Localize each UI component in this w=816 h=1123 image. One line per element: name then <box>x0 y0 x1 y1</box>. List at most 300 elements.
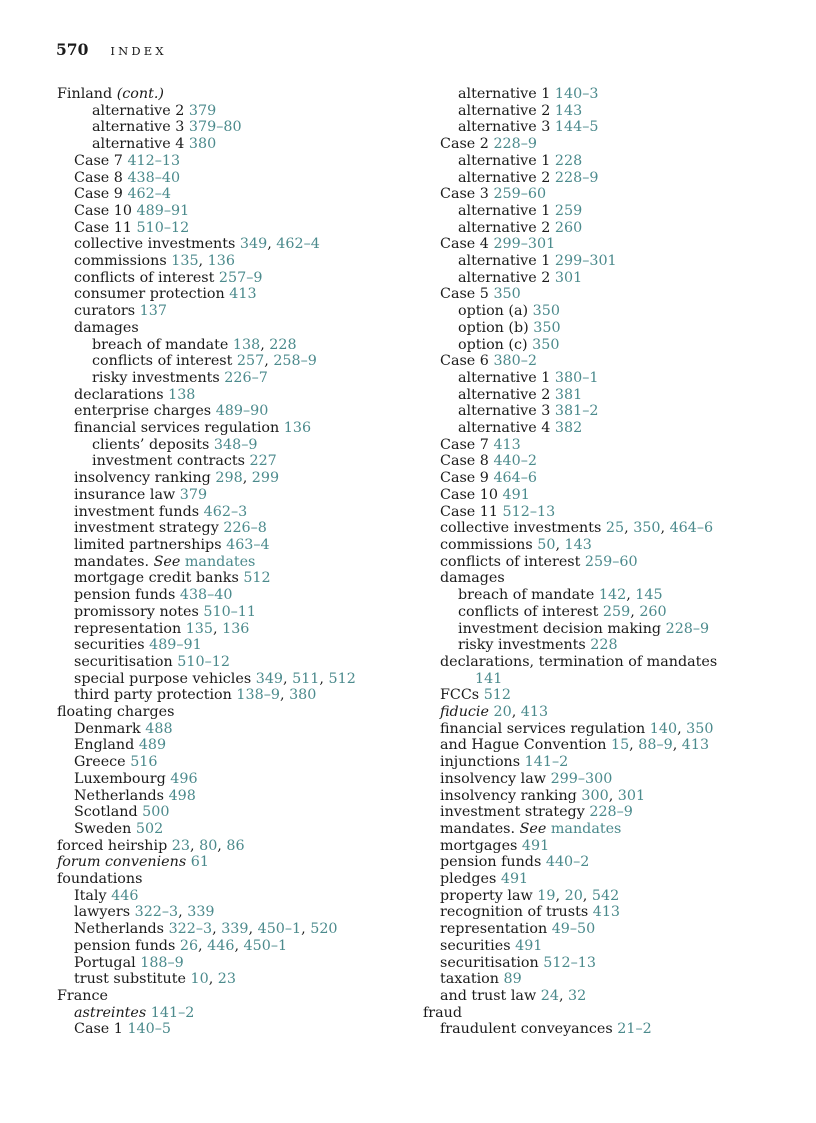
page-locator[interactable]: 510–12 <box>136 219 190 236</box>
page-locator[interactable]: 489–91 <box>136 202 190 219</box>
page-locator[interactable]: 350 <box>633 520 661 537</box>
page-locator[interactable]: 138–9 <box>236 687 280 704</box>
index-term: Case 11 <box>74 219 132 236</box>
page-locator[interactable]: 23 <box>171 837 190 854</box>
page-locator[interactable]: 23 <box>217 971 236 988</box>
page-locator[interactable]: 380 <box>188 136 217 153</box>
index-entry <box>423 270 783 287</box>
page-locator[interactable]: 145 <box>635 587 663 604</box>
page-locator[interactable]: 381 <box>554 386 583 403</box>
page-locator[interactable]: 227 <box>249 453 277 470</box>
index-entry <box>57 871 417 888</box>
page-locator[interactable]: 140 <box>649 720 678 737</box>
index-term: Case 4 <box>440 236 489 253</box>
page-locator[interactable]: 339 <box>221 921 249 938</box>
index-term: commissions <box>74 253 167 270</box>
page-locator[interactable]: 89 <box>503 971 522 988</box>
index-entry <box>57 737 417 754</box>
page-locator[interactable]: 446 <box>111 887 139 904</box>
page-locator[interactable]: 350 <box>686 720 714 737</box>
page-locator[interactable]: 88–9 <box>638 737 673 754</box>
index-term: clients’ deposits <box>92 436 210 453</box>
index-term: pension funds <box>74 937 176 954</box>
cross-reference-link[interactable]: mandates <box>184 553 256 570</box>
page-locator[interactable]: 379 <box>179 486 208 503</box>
index-entry: property law 19, 20, 542 <box>440 887 620 904</box>
index-term: alternative 3 <box>458 403 551 420</box>
index-term: collective investments <box>440 520 602 537</box>
page-locator[interactable]: 413 <box>592 904 621 921</box>
index-term: alternative 1 <box>458 202 551 219</box>
index-term: Case 2 <box>440 136 489 153</box>
index-term: fraud <box>423 1004 463 1021</box>
page-locator[interactable]: 136 <box>222 620 250 637</box>
index-entry <box>57 520 417 537</box>
index-entry: and trust law 24, 32 <box>440 987 587 1004</box>
page-header <box>56 40 167 60</box>
index-entry: conflicts of interest 257, 258–9 <box>92 353 317 370</box>
index-entry <box>57 554 417 571</box>
page-locator[interactable]: 498 <box>168 787 196 804</box>
page-locator[interactable]: 438–40 <box>127 169 181 186</box>
index-entry <box>423 119 783 136</box>
page-locator[interactable]: 440–2 <box>493 453 537 470</box>
index-term: alternative 1 <box>458 253 551 270</box>
index-term: declarations, termination of mandates <box>440 653 718 670</box>
page-locator[interactable]: 380–2 <box>493 353 537 370</box>
page-locator[interactable]: 228–9 <box>493 136 537 153</box>
page-locator[interactable]: 489 <box>138 737 167 754</box>
page-locator[interactable]: 496 <box>170 770 198 787</box>
index-entry <box>57 387 417 404</box>
page-locator[interactable]: 380 <box>289 687 317 704</box>
index-entry: special purpose vehicles 349, 511, 512 <box>74 670 356 687</box>
index-term: securitisation <box>74 653 173 670</box>
page-locator[interactable]: 512 <box>243 570 271 587</box>
index-term: forum conveniens <box>57 854 187 871</box>
index-term: Case 8 <box>440 453 489 470</box>
page-locator[interactable]: 379 <box>188 102 217 119</box>
page-locator[interactable]: 488 <box>145 720 173 737</box>
index-entry <box>57 170 417 187</box>
index-term: limited partnerships <box>74 536 222 553</box>
index-term: alternative 2 <box>458 269 551 286</box>
index-term: investment strategy <box>74 520 219 537</box>
index-term: Case 9 <box>74 186 123 203</box>
index-entry: pension funds 26, 446, 450–1 <box>74 937 288 954</box>
index-term: special purpose vehicles <box>74 670 252 687</box>
index-entry <box>423 804 783 821</box>
index-entry <box>423 654 783 671</box>
index-entry: representation 135, 136 <box>74 620 250 637</box>
index-term: Case 5 <box>440 286 489 303</box>
index-entry <box>57 854 417 871</box>
page-locator[interactable]: 382 <box>554 420 583 437</box>
index-entry <box>57 270 417 287</box>
page-locator[interactable]: 491 <box>521 837 550 854</box>
index-entry <box>423 971 783 988</box>
page-locator[interactable]: 19 <box>537 887 556 904</box>
index-term: option (b) <box>458 319 529 336</box>
index-term: and Hague Convention <box>440 737 607 754</box>
page-locator[interactable]: 511 <box>292 670 320 687</box>
page-locator[interactable]: 298 <box>215 470 243 487</box>
page-locator[interactable]: 259 <box>602 603 631 620</box>
index-entry <box>423 838 783 855</box>
index-entry <box>423 921 783 938</box>
page-locator[interactable]: 137 <box>139 303 167 320</box>
page-locator[interactable]: 259–60 <box>493 186 547 203</box>
index-entry: fiducie 20, 413 <box>440 704 549 721</box>
page-locator[interactable]: 136 <box>207 253 235 270</box>
index-term: risky investments <box>458 637 586 654</box>
page-locator[interactable]: 502 <box>135 820 164 837</box>
index-term: consumer protection <box>74 286 225 303</box>
page-locator[interactable]: 140–3 <box>554 86 599 102</box>
index-term: conflicts of interest <box>458 603 599 620</box>
page-locator[interactable]: 438–40 <box>179 587 233 604</box>
page-locator[interactable]: 141–2 <box>150 1004 195 1021</box>
index-entry <box>423 470 783 487</box>
page-locator[interactable]: 138 <box>168 386 196 403</box>
page-locator[interactable]: 32 <box>568 987 587 1004</box>
index-term: recognition of trusts <box>440 904 589 921</box>
page-locator[interactable]: 80 <box>199 837 218 854</box>
page-locator[interactable]: 512 <box>483 687 511 704</box>
page-locator[interactable]: 86 <box>226 837 245 854</box>
page-locator[interactable]: 138 <box>232 336 261 353</box>
index-entry: commissions 135, 136 <box>74 253 235 270</box>
index-term: option (c) <box>458 336 528 353</box>
page-locator[interactable]: 301 <box>554 269 583 286</box>
page-locator[interactable]: 20 <box>564 887 583 904</box>
page-locator[interactable]: 380–1 <box>554 369 599 386</box>
index-entry <box>57 370 417 387</box>
index-entry: and Hague Convention 15, 88–9, 413 <box>440 737 710 754</box>
page-locator[interactable]: 259 <box>554 202 583 219</box>
page-locator[interactable]: 299–301 <box>493 236 556 253</box>
page-locator[interactable]: 299–301 <box>554 253 617 270</box>
index-entry <box>423 754 783 771</box>
index-term: risky investments <box>92 369 220 386</box>
page-locator[interactable]: 61 <box>190 854 209 871</box>
index-entry <box>423 453 783 470</box>
index-term: taxation <box>440 971 499 988</box>
page-locator[interactable]: 450–1 <box>257 921 302 938</box>
page-locator[interactable]: 299–300 <box>550 770 613 787</box>
page-locator[interactable]: 259–60 <box>584 553 638 570</box>
page-locator[interactable]: 520 <box>310 921 338 938</box>
page-locator[interactable]: 440–2 <box>545 854 590 871</box>
page-locator[interactable]: 462–4 <box>127 186 171 203</box>
index-entry <box>57 955 417 972</box>
index-term: Case 8 <box>74 169 123 186</box>
index-entry <box>423 871 783 888</box>
page-locator[interactable]: 228 <box>269 336 297 353</box>
page-locator[interactable]: 135 <box>185 620 213 637</box>
page-locator[interactable]: 381–2 <box>554 403 599 420</box>
index-term: Sweden <box>74 820 132 837</box>
index-entry: conflicts of interest 259, 260 <box>458 603 667 620</box>
page-locator[interactable]: 350 <box>532 303 560 320</box>
index-entry <box>423 621 783 638</box>
page-locator[interactable]: 339 <box>187 904 215 921</box>
index-entry <box>57 220 417 237</box>
index-term: securitisation <box>440 954 539 971</box>
page-locator[interactable]: 144–5 <box>554 119 599 136</box>
index-term: enterprise charges <box>74 403 212 420</box>
index-term: lawyers <box>74 904 131 921</box>
index-term: insolvency law <box>440 770 547 787</box>
page-locator[interactable]: 491 <box>500 871 529 888</box>
index-entry <box>423 387 783 404</box>
index-entry <box>423 821 783 838</box>
index-entry <box>57 437 417 454</box>
page-locator[interactable]: 141–2 <box>524 754 569 771</box>
index-term: option (a) <box>458 303 529 320</box>
page-locator[interactable]: 26 <box>179 937 199 954</box>
index-term: alternative 2 <box>458 386 551 403</box>
index-entry <box>423 186 783 203</box>
page-locator[interactable]: 512–13 <box>543 954 596 971</box>
index-entry <box>57 136 417 153</box>
index-entry: collective investments 25, 350, 464–6 <box>440 520 714 537</box>
index-entry <box>57 504 417 521</box>
index-term: Italy <box>74 887 107 904</box>
page-locator[interactable]: 500 <box>142 804 170 821</box>
index-entry <box>57 320 417 337</box>
index-term: investment strategy <box>440 804 585 821</box>
index-term: Finland <box>57 86 113 102</box>
page-locator[interactable]: 228–9 <box>589 804 633 821</box>
page-locator[interactable]: 412–13 <box>127 152 181 169</box>
running-title: INDEX <box>110 44 167 58</box>
page-locator[interactable]: 300 <box>581 787 609 804</box>
page-locator[interactable]: 462–4 <box>276 236 320 253</box>
page-locator[interactable]: 257 <box>236 353 265 370</box>
index-term: alternative 1 <box>458 86 551 102</box>
page-locator[interactable]: 542 <box>591 887 620 904</box>
page-locator[interactable]: 322–3 <box>134 904 179 921</box>
index-entry <box>57 303 417 320</box>
page-locator[interactable]: 20 <box>493 704 512 721</box>
page-locator[interactable]: 301 <box>617 787 646 804</box>
index-entry <box>57 119 417 136</box>
page-locator[interactable]: 226–7 <box>224 369 268 386</box>
index-term: alternative 2 <box>92 102 185 119</box>
page-locator[interactable]: 228–9 <box>665 620 710 637</box>
page-locator[interactable]: 50 <box>537 536 556 553</box>
index-entry <box>423 236 783 253</box>
index-entry <box>423 136 783 153</box>
index-term: mandates. <box>440 820 516 837</box>
index-entry: third party protection 138–9, 380 <box>74 687 317 704</box>
see-reference: See <box>519 820 547 837</box>
page-locator[interactable]: 510–11 <box>203 603 257 620</box>
index-term: Scotland <box>74 804 138 821</box>
index-entry <box>423 337 783 354</box>
page-locator[interactable]: 350 <box>532 336 560 353</box>
page-locator[interactable]: 349 <box>255 670 284 687</box>
page-locator[interactable]: 462–3 <box>203 503 248 520</box>
index-entry <box>423 353 783 370</box>
index-term: floating charges <box>57 704 175 721</box>
cross-reference-link[interactable]: mandates <box>550 820 622 837</box>
index-term: securities <box>74 637 145 654</box>
page-locator[interactable]: 143 <box>554 102 583 119</box>
page-locator[interactable]: 463–4 <box>226 536 270 553</box>
index-entry <box>57 821 417 838</box>
index-term: conflicts of interest <box>440 553 581 570</box>
index-term: alternative 4 <box>92 136 185 153</box>
page-locator[interactable]: 49–50 <box>551 921 596 938</box>
index-entry: forced heirship 23, 80, 86 <box>57 837 245 854</box>
index-term: fiducie <box>440 704 489 721</box>
page-locator[interactable]: 516 <box>130 754 158 771</box>
page-locator[interactable]: 228–9 <box>554 169 599 186</box>
page-locator[interactable]: 260 <box>639 603 667 620</box>
page-locator[interactable]: 226–8 <box>223 520 267 537</box>
index-term: promissory notes <box>74 603 199 620</box>
index-entry: lawyers 322–3, 339 <box>74 904 215 921</box>
index-term: alternative 1 <box>458 369 551 386</box>
index-term: financial services regulation <box>440 720 646 737</box>
page-locator[interactable]: 510–12 <box>177 653 230 670</box>
index-term: Case 6 <box>440 353 489 370</box>
index-term: Netherlands <box>74 921 165 938</box>
page-locator[interactable]: 450–1 <box>243 937 288 954</box>
page-locator[interactable]: 15 <box>610 737 630 754</box>
index-term: representation <box>74 620 182 637</box>
page-locator[interactable]: 379–80 <box>188 119 242 136</box>
page-locator[interactable]: 260 <box>554 219 583 236</box>
index-entry <box>423 554 783 571</box>
page-locator[interactable]: 257–9 <box>218 269 263 286</box>
index-term: pension funds <box>440 854 542 871</box>
page-locator[interactable]: 10 <box>190 971 209 988</box>
page-locator[interactable]: 228 <box>554 152 583 169</box>
page-locator[interactable]: 349 <box>239 236 268 253</box>
page-locator[interactable]: 464–6 <box>493 470 537 487</box>
index-entry: collective investments 349, 462–4 <box>74 236 320 253</box>
index-entry <box>423 637 783 654</box>
index-term: mortgages <box>440 837 518 854</box>
index-entry: trust substitute 10, 23 <box>74 971 236 988</box>
index-entry <box>423 570 783 587</box>
index-entry <box>57 420 417 437</box>
page-locator[interactable]: 143 <box>564 536 592 553</box>
page-locator[interactable]: 322–3 <box>168 921 213 938</box>
index-entry <box>57 654 417 671</box>
index-term: damages <box>440 570 505 587</box>
index-entry <box>423 286 783 303</box>
page-locator[interactable]: 446 <box>207 937 235 954</box>
page-locator[interactable]: 25 <box>605 520 625 537</box>
index-term: France <box>57 987 108 1004</box>
index-term: conflicts of interest <box>74 269 215 286</box>
index-term: and trust law <box>440 987 537 1004</box>
index-column-left <box>57 86 417 1038</box>
page-locator[interactable]: 228 <box>590 637 618 654</box>
page-locator[interactable]: 299 <box>251 470 280 487</box>
index-entry <box>57 103 417 120</box>
index-entry <box>423 437 783 454</box>
index-term: Case 11 <box>440 503 498 520</box>
index-entry <box>423 1021 783 1038</box>
index-entry <box>57 203 417 220</box>
index-entry <box>57 403 417 420</box>
index-term: Case 9 <box>440 470 489 487</box>
index-entry <box>57 637 417 654</box>
see-reference: See <box>153 553 181 570</box>
index-term: Case 7 <box>440 436 489 453</box>
page-locator[interactable]: 489–91 <box>149 637 202 654</box>
index-entry <box>57 86 417 103</box>
index-entry <box>423 220 783 237</box>
index-entry: breach of mandate 138, 228 <box>92 336 297 353</box>
index-entry: Netherlands 322–3, 339, 450–1, 520 <box>74 921 338 938</box>
page-locator[interactable]: 464–6 <box>669 520 714 537</box>
page-locator[interactable]: 413 <box>520 704 549 721</box>
page-locator[interactable]: 491 <box>502 486 530 503</box>
page-locator[interactable]: 413 <box>681 737 710 754</box>
page-locator[interactable]: 489–90 <box>215 403 269 420</box>
page-locator[interactable]: 140–5 <box>127 1021 171 1038</box>
index-entry <box>423 253 783 270</box>
page-locator[interactable]: 512–13 <box>502 503 556 520</box>
page-locator[interactable]: 258–9 <box>273 353 317 370</box>
index-entry <box>423 370 783 387</box>
page-locator[interactable]: 142 <box>598 587 627 604</box>
index-entry <box>423 103 783 120</box>
index-term: collective investments <box>74 236 236 253</box>
index-entry <box>57 453 417 470</box>
page-locator[interactable]: 491 <box>515 937 543 954</box>
page-locator[interactable]: 512 <box>328 670 356 687</box>
index-term: investment funds <box>74 503 200 520</box>
index-term: fraudulent conveyances <box>440 1021 613 1038</box>
index-entry <box>423 203 783 220</box>
index-entry <box>423 403 783 420</box>
index-entry <box>423 904 783 921</box>
page-locator[interactable]: 24 <box>540 987 559 1004</box>
index-entry: insolvency ranking 298, 299 <box>74 470 280 487</box>
page-locator[interactable]: 350 <box>533 319 561 336</box>
page-locator[interactable]: 188–9 <box>140 954 184 971</box>
page-locator[interactable]: 350 <box>493 286 521 303</box>
page-locator[interactable]: 413 <box>229 286 257 303</box>
page-locator[interactable]: 413 <box>493 436 521 453</box>
index-entry <box>57 1005 417 1022</box>
index-term: alternative 1 <box>458 152 551 169</box>
index-entry <box>57 754 417 771</box>
index-entry <box>57 537 417 554</box>
index-term: Case 3 <box>440 186 489 203</box>
index-entry <box>423 303 783 320</box>
page-number: 570 <box>56 40 89 59</box>
index-term: damages <box>74 319 139 336</box>
page-locator[interactable]: 141 <box>475 670 503 687</box>
page-locator[interactable]: 348–9 <box>213 436 258 453</box>
index-entry <box>423 320 783 337</box>
page-locator[interactable]: 135 <box>171 253 199 270</box>
index-entry <box>423 504 783 521</box>
page-locator[interactable]: 136 <box>283 420 312 437</box>
index-entry <box>423 687 783 704</box>
index-term: forced heirship <box>57 837 168 854</box>
page-locator[interactable]: 21–2 <box>617 1021 652 1038</box>
index-term: insurance law <box>74 486 176 503</box>
